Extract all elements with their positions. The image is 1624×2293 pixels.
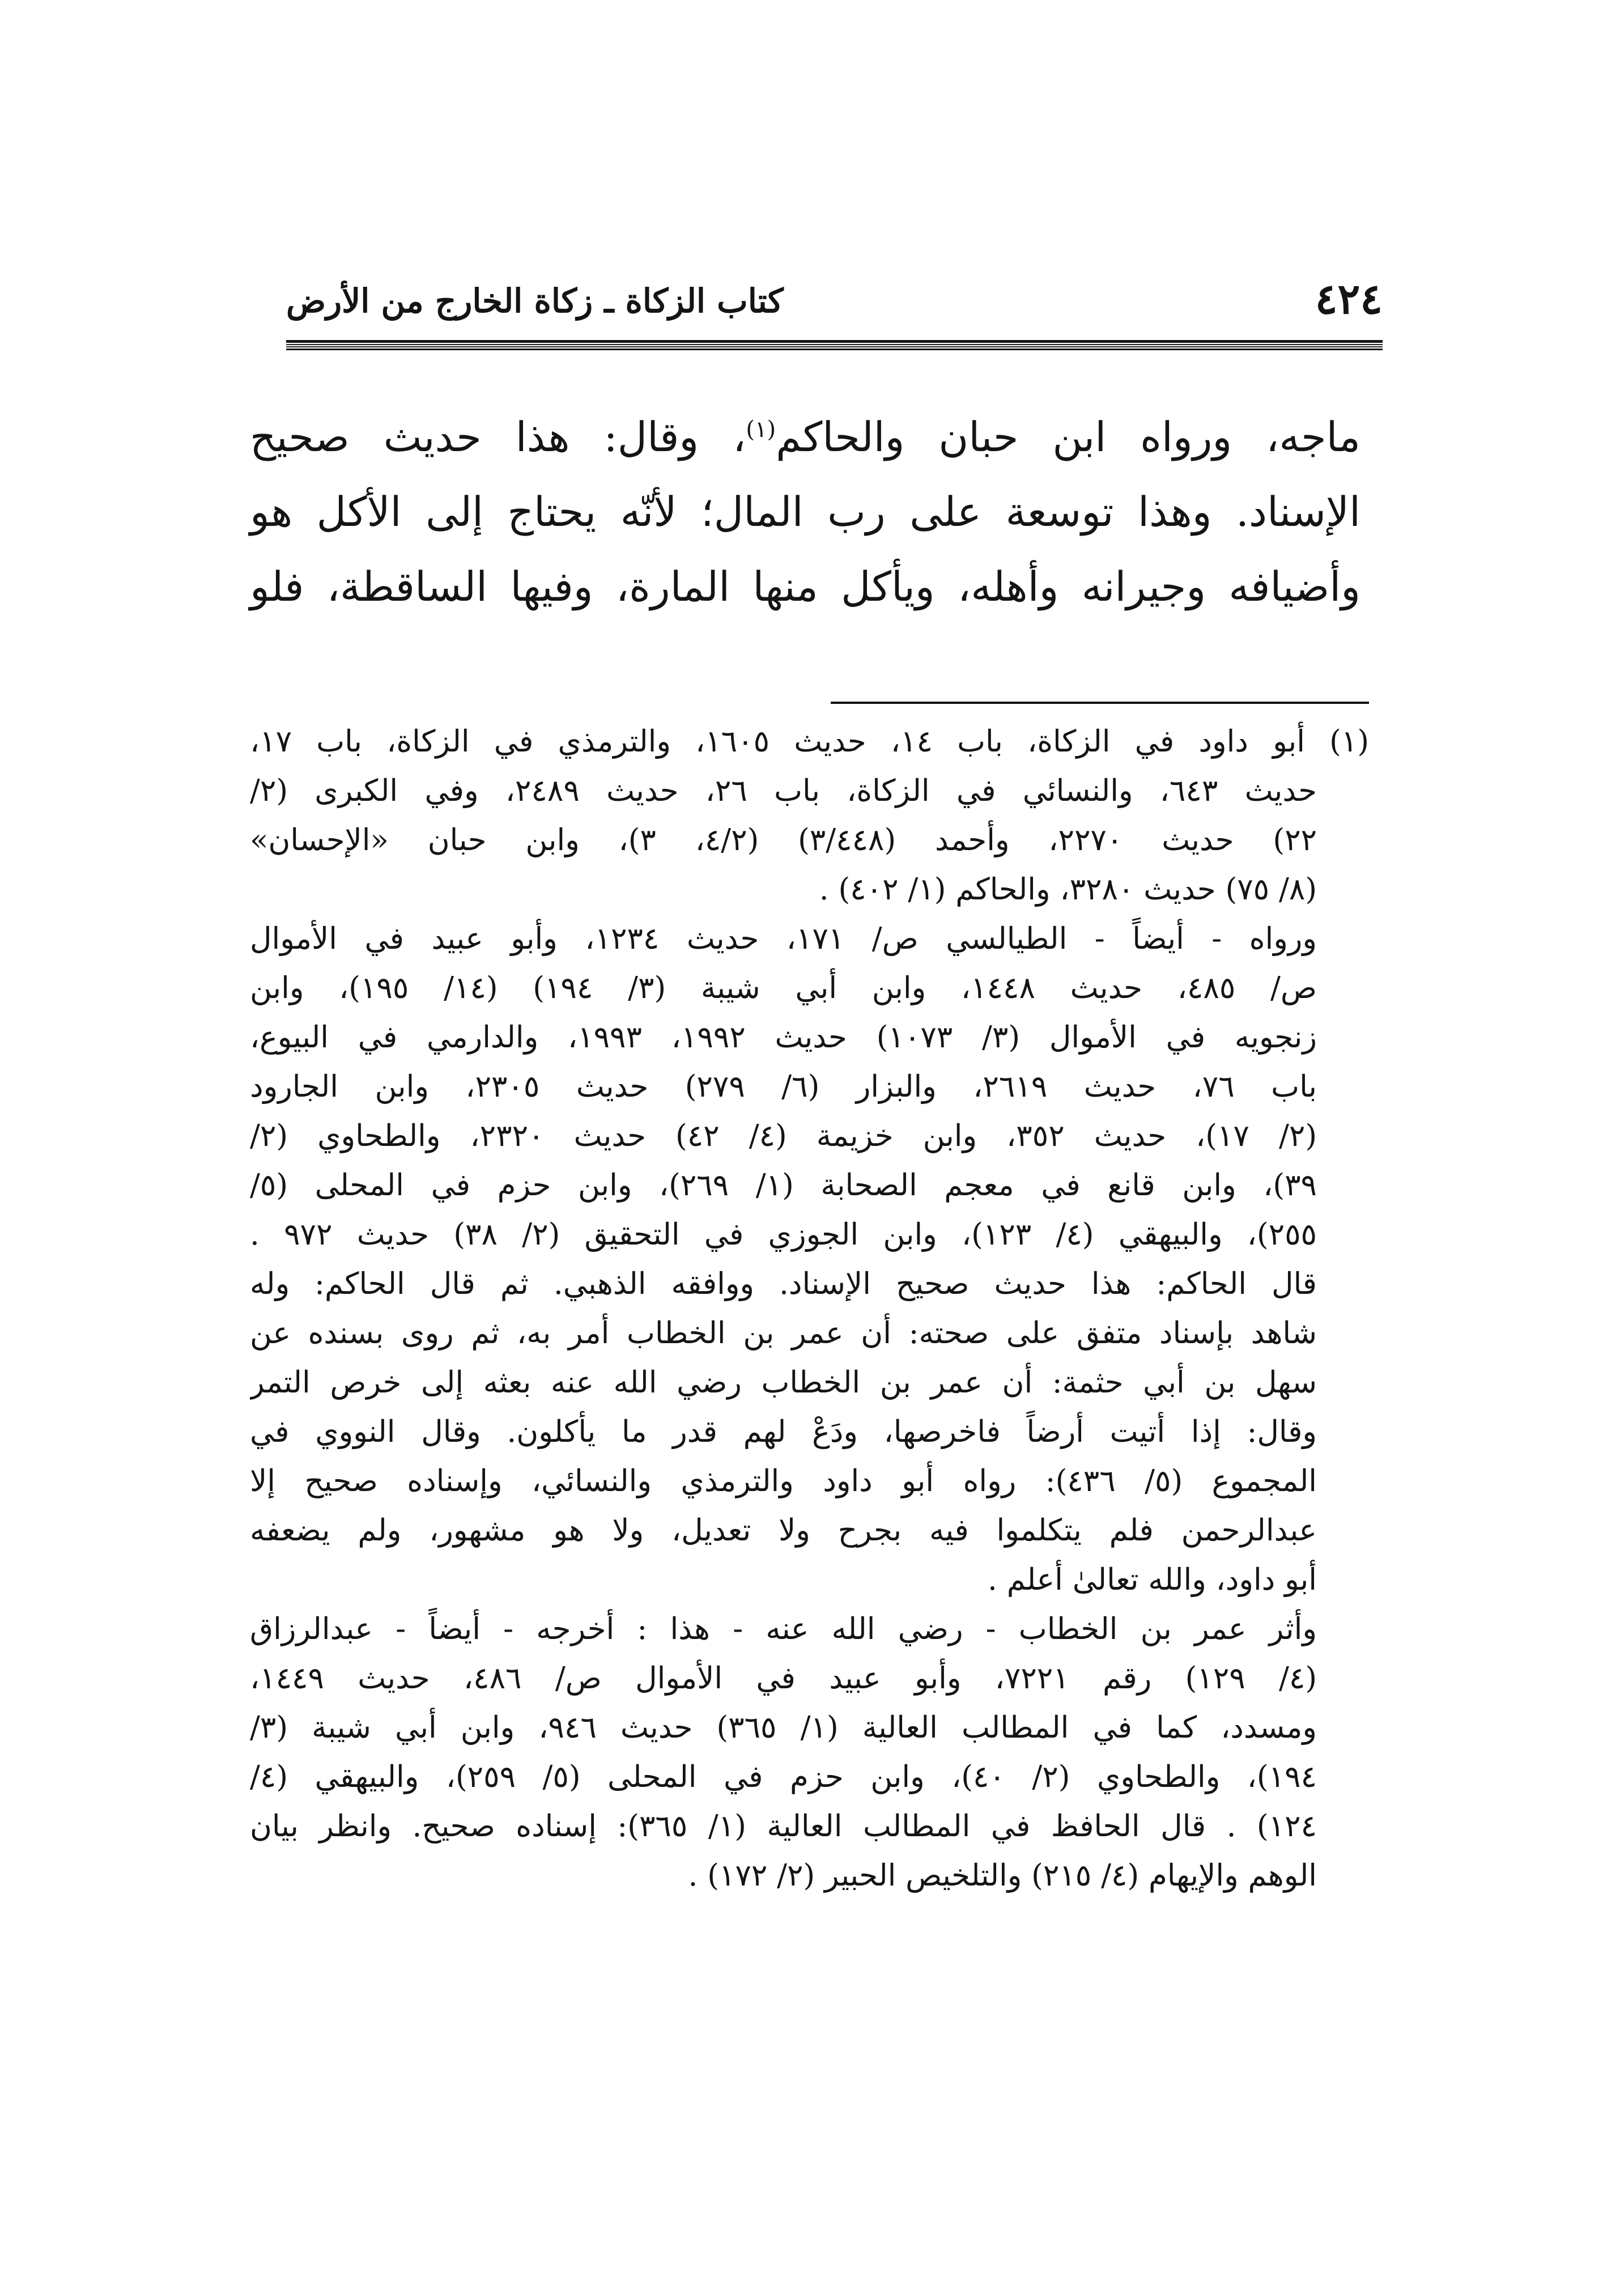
footnotes [250, 717, 1369, 1900]
footnote-line: باب ٧٦، حديث ٢٦١٩، والبزار (٦/ ٢٧٩) حديث ٢٣٠٥، وابن الجارود [250, 1069, 1317, 1104]
footnote-line: حديث ٦٤٣، والنسائي في الزكاة، باب ٢٦، حديث ٢٤٨٩، وفي الكبرى (٢/ [250, 774, 1317, 808]
footnote-line: قال الحاكم: هذا حديث صحيح الإسناد. ووافقه الذهبي. ثم قال الحاكم: وله [250, 1267, 1317, 1301]
footnote-line: ورواه - أيضاً - الطيالسي ص/ ١٧١، حديث ١٢٣٤، وأبو عبيد في الأموال [250, 922, 1317, 956]
footnote-line: ١٢٤) . قال الحافظ في المطالب العالية (١/ ٣٦٥): إسناده صحيح. وانظر بيان [250, 1809, 1317, 1844]
page-number: ٤٢٤ [1315, 275, 1383, 324]
main-line-2: الإسناد. وهذا توسعة على رب المال؛ لأنّه يحتاج إلى الأكل هو [250, 488, 1361, 536]
main-text [250, 400, 1361, 624]
footnote-reference-1: (١) [746, 417, 776, 443]
main-line-1-text: ماجه، ورواه ابن حبان والحاكم [776, 413, 1361, 461]
main-line-3: وأضيافه وجيرانه وأهله، ويأكل منها المارة، وفيها الساقطة، فلو [250, 563, 1361, 610]
footnote-line: سهل بن أبي حثمة: أن عمر بن الخطاب رضي الله عنه بعثه إلى خرص التمر [250, 1365, 1317, 1400]
footnote-line: أبو داود، والله تعالىٰ أعلم . [988, 1562, 1317, 1597]
page-header [286, 271, 1383, 333]
main-line-1 [250, 400, 1361, 474]
footnote-line: ١٩٤)، والطحاوي (٢/ ٤٠)، وابن حزم في المحلى (٥/ ٢٥٩)، والبيهقي (٤/ [250, 1760, 1317, 1794]
header-rule [286, 340, 1383, 350]
footnote-line: وقال: إذا أتيت أرضاً فاخرصها، ودَعْ لهم قدر ما يأكلون. وقال النووي في [250, 1415, 1317, 1449]
footnote-line: ومسدد، كما في المطالب العالية (١/ ٣٦٥) حديث ٩٤٦، وابن أبي شيبة (٣/ [250, 1710, 1317, 1745]
footnote-line: (٨/ ٧٥) حديث ٣٢٨٠، والحاكم (١/ ٤٠٢) . [819, 872, 1317, 907]
footnote-line: وأثر عمر بن الخطاب - رضي الله عنه - هذا : أخرجه - أيضاً - عبدالرزاق [250, 1612, 1317, 1646]
footnote-line: (٤/ ١٢٩) رقم ٧٢٢١، وأبو عبيد في الأموال ص/ ٤٨٦، حديث ١٤٤٩، [250, 1661, 1317, 1696]
footnote-line: زنجويه في الأموال (٣/ ١٠٧٣) حديث ١٩٩٢، ١٩٩٣، والدارمي في البيوع، [250, 1020, 1317, 1055]
footnote-line: المجموع (٥/ ٤٣٦): رواه أبو داود والترمذي والنسائي، وإسناده صحيح إلا [250, 1464, 1317, 1498]
footnote-line: الوهم والإيهام (٤/ ٢١٥) والتلخيص الحبير (٢/ ١٧٢) . [688, 1858, 1317, 1893]
footnote-line: ص/ ٤٨٥، حديث ١٤٤٨، وابن أبي شيبة (٣/ ١٩٤) (١٤/ ١٩٥)، وابن [250, 971, 1317, 1005]
footnote-line: (٢/ ١٧)، حديث ٣٥٢، وابن خزيمة (٤/ ٤٢) حديث ٢٣٢٠، والطحاوي (٢/ [250, 1119, 1317, 1153]
footnote-line: (١) أبو داود في الزكاة، باب ١٤، حديث ١٦٠٥، والترمذي في الزكاة، باب ١٧، [250, 724, 1369, 759]
footnote-line: ٣٩)، وابن قانع في معجم الصحابة (١/ ٢٦٩)، وابن حزم في المحلى (٥/ [250, 1168, 1317, 1203]
running-title: كتاب الزكاة ـ زكاة الخارج من الأرض [286, 282, 784, 320]
footnote-line: ٢٢) حديث ٢٢٧٠، وأحمد (٣/٤٤٨) (٤/٢، ٣)، وابن حبان «الإحسان» [250, 823, 1317, 857]
footnote-line: شاهد بإسناد متفق على صحته: أن عمر بن الخطاب أمر به، ثم روى بسنده عن [250, 1316, 1317, 1351]
main-line-1-rest: ، وقال: هذا حديث صحيح [250, 413, 746, 461]
footnote-separator [831, 702, 1369, 704]
footnote-line: ٢٥٥)، والبيهقي (٤/ ١٢٣)، وابن الجوزي في التحقيق (٢/ ٣٨) حديث ٩٧٢ . [250, 1217, 1317, 1252]
footnote-line: عبدالرحمن فلم يتكلموا فيه بجرح ولا تعديل، ولا هو مشهور، ولم يضعفه [250, 1513, 1317, 1548]
